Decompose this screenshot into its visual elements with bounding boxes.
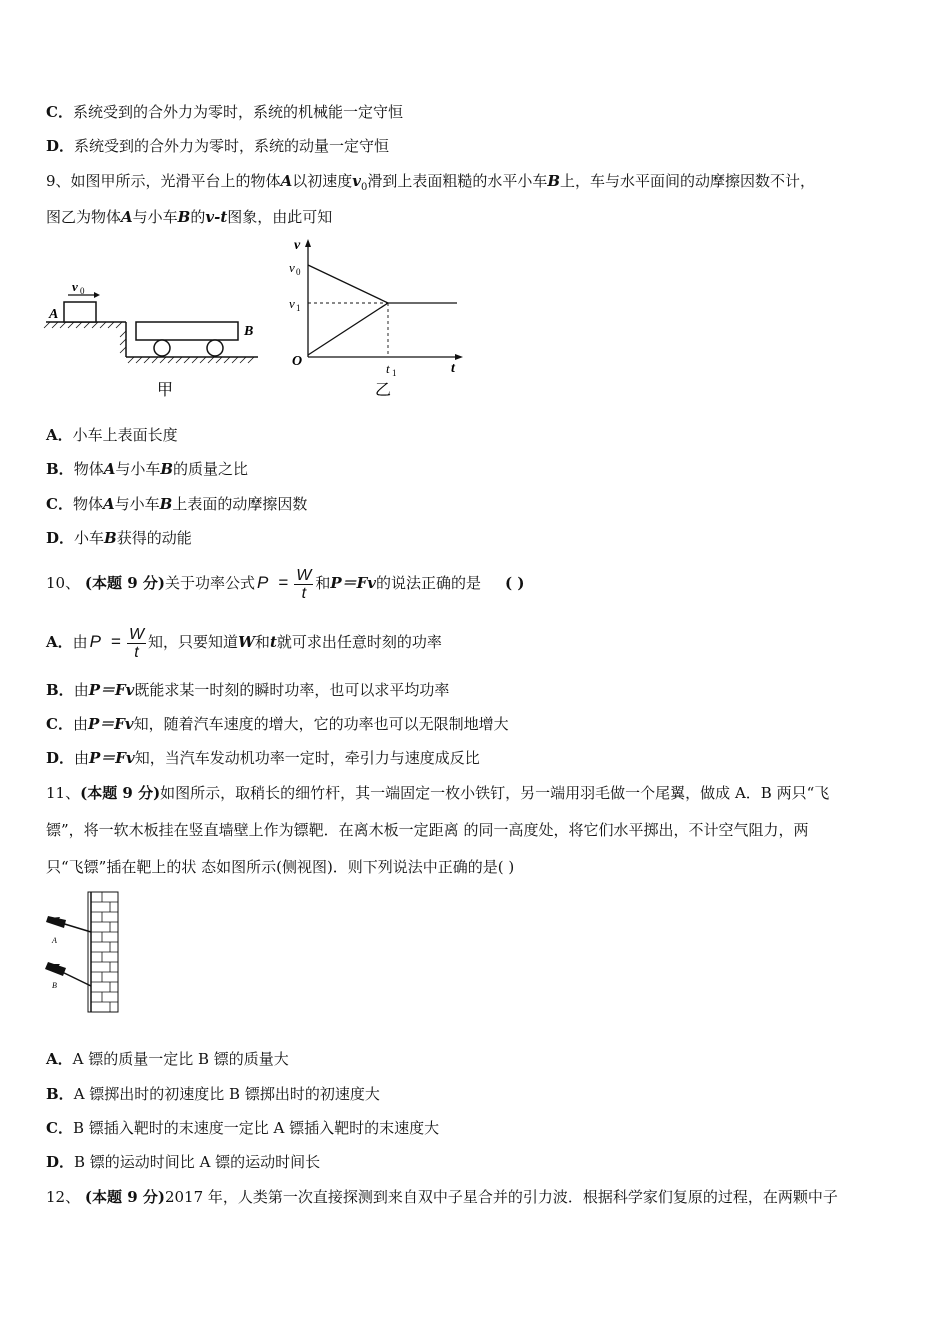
- q12-stem: [46, 1186, 910, 1208]
- stem-text: 如图所示，取稍长的细竹杆，其一端固定一枚小铁钉，另一端用羽毛做一个尾翼，做成 A．B 两只“飞: [160, 784, 830, 802]
- stem-text: 关于功率公式: [164, 574, 255, 592]
- q11-option-b: [46, 1083, 910, 1105]
- q10-option-b: [46, 679, 910, 701]
- tick-v1: v: [289, 296, 295, 311]
- axis-t: t: [451, 361, 455, 376]
- stem-text: 的: [190, 208, 206, 226]
- q11-option-d: [46, 1151, 910, 1173]
- label-v0: v: [72, 279, 78, 294]
- origin: O: [292, 354, 303, 369]
- stem-text: 和: [315, 574, 331, 592]
- q11-stem-line3: [46, 856, 910, 878]
- option-text: 知，随着汽车速度的增大，它的功率也可以无限制地增大: [133, 715, 509, 733]
- wheel: [154, 340, 170, 356]
- q9-option-c: [46, 493, 910, 515]
- q8-option-d: [46, 135, 910, 157]
- option-text: A 镖的质量一定比 B 镖的质量大: [72, 1050, 289, 1068]
- numerator: W: [296, 566, 312, 584]
- q11-option-a: [46, 1048, 910, 1070]
- option-text: 上表面的动摩擦因数: [172, 495, 308, 513]
- stem-text: 只“飞镖”插在靶上的状 态如图所示(侧视图)．则下列说法中正确的是( ): [46, 858, 515, 876]
- question-score: (本题 9 分): [80, 784, 161, 802]
- option-text: 获得的动能: [116, 529, 192, 547]
- option-text: B 镖插入靶时的末速度一定比 A 镖插入靶时的末速度大: [72, 1119, 440, 1137]
- var-v0: v: [352, 172, 361, 190]
- option-label: C．: [46, 495, 73, 513]
- q11-option-c: [46, 1117, 910, 1139]
- tick-t1-sub: 1: [392, 368, 397, 378]
- option-label: A．: [46, 426, 73, 444]
- option-label: C．: [46, 1119, 73, 1137]
- option-label: D．: [46, 1153, 75, 1171]
- var-b: B: [177, 208, 191, 226]
- option-text: 小车: [74, 529, 105, 547]
- label-b: B: [52, 981, 57, 990]
- question-number: 9、: [46, 172, 71, 190]
- option-text: 与小车: [115, 460, 161, 478]
- stem-text: 图乙为物体: [46, 208, 122, 226]
- option-text: 由: [74, 749, 90, 767]
- question-number: 12、: [46, 1188, 81, 1206]
- option-label: A．: [46, 633, 73, 651]
- equals-sign: =: [278, 573, 289, 592]
- option-label: C．: [46, 715, 73, 733]
- q11-figure-darts: [44, 890, 124, 1016]
- option-text: A 镖掷出时的初速度比 B 镖掷出时的初速度大: [73, 1085, 380, 1103]
- question-score: (本题 9 分): [84, 574, 165, 592]
- caption-yi: 乙: [375, 382, 392, 399]
- equals-sign: =: [111, 632, 121, 651]
- q9-option-d: [46, 527, 910, 549]
- option-label: D．: [46, 749, 75, 767]
- q10-option-c: [46, 713, 910, 735]
- var-p: P: [256, 573, 269, 592]
- question-number: 10、: [46, 574, 81, 592]
- stem-text: 2017 年，人类第一次直接探测到来自双中子星合并的引力波．根据科学家们复原的过程，在两颗中子: [164, 1188, 838, 1206]
- option-text: 知，只要知道: [148, 633, 239, 651]
- option-label: B．: [46, 1085, 74, 1103]
- formula-pfv: P＝Fv: [89, 749, 135, 767]
- dart-a: [46, 916, 91, 932]
- var-vt: v-t: [205, 208, 228, 226]
- label-b: B: [244, 324, 254, 339]
- caption-jia: 甲: [157, 382, 174, 399]
- q8-option-c: [46, 101, 910, 123]
- option-text: 由: [73, 681, 89, 699]
- var-b: B: [547, 172, 561, 190]
- option-label: C．: [46, 103, 73, 121]
- axis-v: v: [294, 238, 301, 253]
- q9-option-b: [46, 458, 910, 480]
- option-text: 就可求出任意时刻的功率: [276, 633, 442, 651]
- stem-text: 的说法正确的是: [376, 574, 482, 592]
- option-label: B．: [46, 460, 74, 478]
- option-label: D．: [46, 137, 75, 155]
- q9-figure-jia: [40, 275, 270, 405]
- fraction-w-over-t: [127, 626, 146, 661]
- q9-option-a: [46, 424, 910, 446]
- var-a: A: [103, 460, 116, 478]
- question-number: 11、: [46, 784, 81, 802]
- question-score: (本题 9 分): [84, 1188, 165, 1206]
- stem-text: 滑到上表面粗糙的水平小车: [367, 172, 548, 190]
- wheel: [207, 340, 223, 356]
- q9-figure-yi: [285, 235, 475, 405]
- line-b: [308, 303, 388, 355]
- var-b: B: [104, 529, 117, 547]
- var-p: P: [89, 632, 101, 651]
- tick-v1-sub: 1: [296, 303, 301, 313]
- stem-text: 上，车与水平面间的动摩擦因数不计，: [560, 172, 816, 190]
- var-w: W: [238, 633, 255, 651]
- q11-stem-line2: [46, 819, 910, 841]
- q10-stem: [46, 565, 910, 602]
- tick-t1: t: [386, 361, 390, 376]
- option-text: 物体: [72, 495, 103, 513]
- answer-paren: ( ): [505, 574, 525, 592]
- option-text: 系统受到的合外力为零时，系统的机械能一定守恒: [72, 103, 403, 121]
- stem-text: 如图甲所示，光滑平台上的物体: [70, 172, 281, 190]
- option-text: 和: [254, 633, 270, 651]
- option-text: 小车上表面长度: [72, 426, 178, 444]
- option-text: 知，当汽车发动机功率一定时，牵引力与速度成反比: [134, 749, 480, 767]
- tick-v0: v: [289, 260, 295, 275]
- denominator: t: [301, 584, 307, 602]
- q10-option-d: [46, 747, 910, 769]
- option-label: D．: [46, 529, 75, 547]
- line-a: [308, 265, 388, 303]
- option-text: 与小车: [114, 495, 160, 513]
- label-a: A: [49, 307, 59, 322]
- option-text: 系统受到的合外力为零时，系统的动量一定守恒: [74, 137, 390, 155]
- fraction-w-over-t: [294, 567, 313, 602]
- option-text: B 镖的运动时间比 A 镖的运动时间长: [74, 1153, 321, 1171]
- tick-v0-sub: 0: [296, 267, 301, 277]
- q10-option-a: [46, 623, 910, 661]
- q9-stem-line1: [46, 170, 910, 199]
- option-text: 物体: [73, 460, 104, 478]
- var-b: B: [159, 495, 173, 513]
- var-a: A: [102, 495, 115, 513]
- formula-pfv: P＝Fv: [88, 681, 135, 699]
- stem-text: 与小车: [132, 208, 178, 226]
- formula-pfv: P＝Fv: [87, 715, 134, 733]
- var-t: t: [269, 633, 277, 651]
- denominator: t: [134, 643, 139, 661]
- option-text: 由: [72, 715, 88, 733]
- formula-pfv: P＝Fv: [330, 574, 377, 592]
- var-a: A: [121, 208, 133, 226]
- q11-stem-line1: [46, 782, 910, 804]
- option-text: 的质量之比: [173, 460, 249, 478]
- label-a: A: [52, 936, 57, 945]
- stem-text: 图象，由此可知: [227, 208, 333, 226]
- option-text: 既能求某一时刻的瞬时功率，也可以求平均功率: [134, 681, 450, 699]
- var-a: A: [280, 172, 293, 190]
- stem-text: 以初速度: [292, 172, 353, 190]
- option-label: A．: [46, 1050, 73, 1068]
- label-v0-sub: 0: [80, 286, 85, 296]
- var-v0-sub: 0: [360, 182, 368, 193]
- stem-text: 镖”，将一软木板挂在竖直墙壁上作为镖靶．在离木板一定距离 的同一高度处，将它们水平掷出，不计空气阻力，两: [46, 821, 809, 839]
- option-text: 由: [72, 633, 88, 651]
- var-b: B: [160, 460, 174, 478]
- option-label: B．: [46, 681, 74, 699]
- numerator: W: [128, 625, 145, 643]
- q9-stem-line2: [46, 206, 910, 228]
